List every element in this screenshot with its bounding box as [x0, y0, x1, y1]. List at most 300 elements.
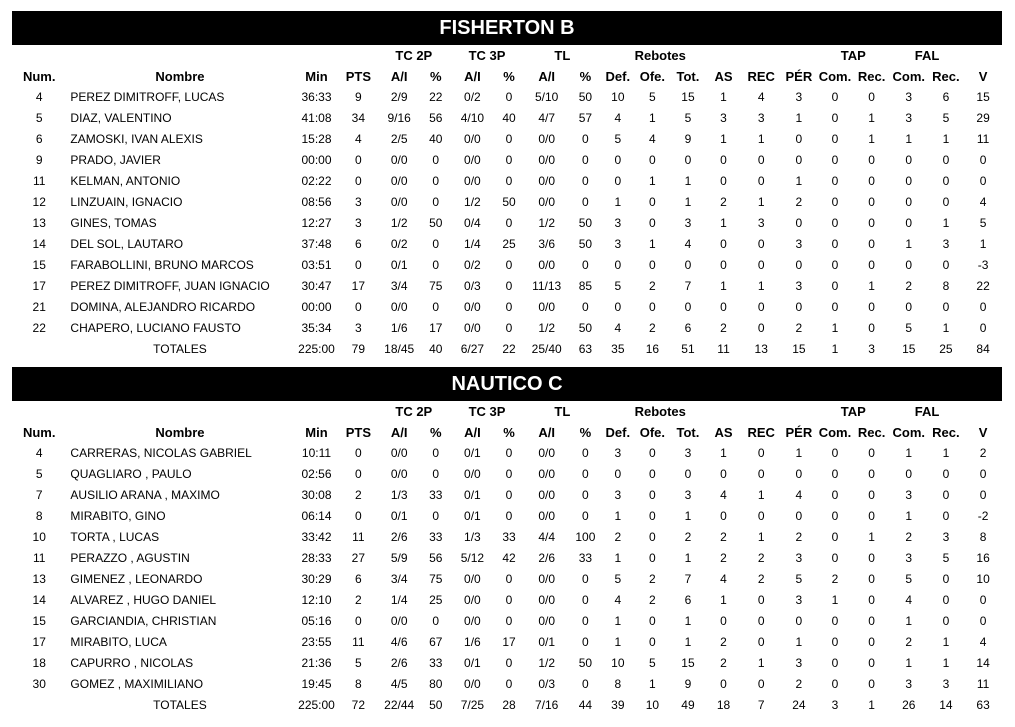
stat-cell: 4 — [614, 111, 622, 125]
stat-cell: 0/1 — [390, 258, 408, 272]
stat-cell: 0 — [582, 488, 589, 502]
stat-cell: 0/0 — [390, 446, 408, 460]
stat-cell: 8 — [942, 279, 950, 293]
stat-cell: 3 — [795, 593, 803, 607]
stat-cell: 2/5 — [390, 132, 408, 146]
stat-cell: 0 — [831, 258, 839, 272]
stat-cell: 0 — [355, 258, 362, 272]
totals-cell: 39 — [611, 698, 625, 712]
stat-cell: 50 — [429, 216, 443, 230]
player-row — [12, 506, 1002, 527]
column-header: Nombre — [155, 69, 205, 84]
stat-cell: 1 — [942, 635, 950, 649]
stat-cell: 0 — [505, 614, 513, 628]
stat-cell: 0 — [505, 174, 513, 188]
stat-cell: 10 — [976, 572, 990, 586]
totals-cell: 25 — [939, 342, 953, 356]
stat-cell: 15 — [681, 90, 695, 104]
stat-cell: 56 — [429, 551, 443, 565]
stat-cell: 3/6 — [538, 237, 556, 251]
stat-cell: 3 — [720, 111, 727, 125]
column-header: % — [579, 425, 592, 440]
stat-cell: 4 — [614, 321, 622, 335]
stat-cell: 0 — [757, 593, 765, 607]
stat-cell: 10 — [611, 656, 625, 670]
stat-cell: 3 — [614, 216, 622, 230]
column-header: A/I — [390, 69, 408, 84]
stat-cell: 1/2 — [538, 656, 556, 670]
totals-cell — [12, 339, 66, 360]
stat-cell: 0/2 — [464, 90, 481, 104]
stat-cell: 0 — [757, 237, 765, 251]
stat-cell: 33 — [502, 530, 516, 544]
totals-cell: 6/27 — [460, 342, 485, 356]
stat-cell: 1 — [649, 237, 656, 251]
stat-cell: 2 — [649, 279, 656, 293]
player-row — [12, 171, 1002, 192]
stat-cell: 1 — [720, 446, 727, 460]
stat-cell: 0 — [831, 132, 839, 146]
stat-cell: 0 — [868, 488, 875, 502]
stat-cell: 5 — [905, 321, 913, 335]
stat-cell: 0 — [868, 593, 875, 607]
stat-cell: 1 — [979, 237, 987, 251]
stat-cell: 0/0 — [390, 467, 408, 481]
stat-cell: 4 — [757, 90, 765, 104]
stat-cell: 0 — [795, 258, 803, 272]
stat-cell: 9 — [35, 153, 43, 167]
stat-cell: 4 — [979, 635, 987, 649]
stat-cell: 2 — [720, 321, 727, 335]
stat-cell: 1 — [942, 321, 950, 335]
stat-cell: 1/4 — [464, 237, 481, 251]
stat-cell: 2 — [831, 572, 839, 586]
stat-cell: 0 — [795, 153, 803, 167]
stat-cell: 100 — [575, 530, 596, 544]
stat-cell: 0/2 — [464, 258, 481, 272]
column-header: A/I — [464, 425, 481, 440]
stat-cell: 5 — [905, 572, 913, 586]
column-header: Def. — [605, 69, 631, 84]
stat-cell: 11/13 — [532, 279, 562, 293]
player-row — [12, 590, 1002, 611]
stat-cell: 15:28 — [301, 132, 332, 146]
stat-cell: 0 — [757, 321, 765, 335]
stat-cell: 02:22 — [301, 174, 332, 188]
stat-cell: 0 — [942, 174, 950, 188]
stat-cell: 7 — [684, 279, 692, 293]
stat-cell: 1/6 — [464, 635, 481, 649]
stat-cell: 0/0 — [538, 258, 556, 272]
group-header-cell — [66, 401, 293, 422]
column-header: PÉR — [785, 69, 813, 84]
column-header: Rec. — [932, 425, 960, 440]
stat-cell: 5 — [942, 551, 950, 565]
stat-cell: 6 — [35, 132, 43, 146]
stat-cell: 0 — [757, 153, 765, 167]
totals-cell: 7/16 — [534, 698, 559, 712]
stat-cell: 0 — [684, 300, 692, 314]
stat-cell: 18 — [32, 656, 46, 670]
stat-cell: 0 — [614, 300, 622, 314]
stat-cell: 0 — [355, 446, 362, 460]
stat-cell: 0 — [684, 153, 692, 167]
totals-cell: 16 — [645, 342, 660, 356]
stat-cell: 0/0 — [464, 300, 481, 314]
stat-cell: 1 — [905, 446, 913, 460]
stat-cell: 6 — [942, 90, 950, 104]
stat-cell: 1 — [684, 195, 692, 209]
column-header: Tot. — [676, 425, 700, 440]
stat-cell: 36:33 — [301, 90, 332, 104]
stat-cell: 33 — [429, 530, 443, 544]
stat-cell: 1 — [720, 279, 727, 293]
stat-cell: 9/16 — [387, 111, 411, 125]
column-header: Ofe. — [639, 69, 666, 84]
stat-cell: 0 — [795, 614, 803, 628]
stat-cell: 5 — [614, 572, 622, 586]
stat-cell: 0 — [649, 153, 656, 167]
totals-cell: 15 — [902, 342, 916, 356]
stat-cell: 40 — [502, 111, 516, 125]
stat-cell: 80 — [429, 677, 443, 691]
stat-cell: 2 — [649, 593, 656, 607]
stat-cell: 3/4 — [390, 572, 408, 586]
stat-cell: 3 — [905, 90, 913, 104]
stat-cell: 0 — [979, 300, 987, 314]
player-name: PEREZ DIMITROFF, LUCAS — [70, 90, 225, 104]
stat-cell: 1 — [684, 551, 692, 565]
stat-cell: 8 — [614, 677, 622, 691]
column-header: V — [978, 69, 988, 84]
stat-cell: 0 — [868, 195, 875, 209]
stat-cell: 50 — [578, 321, 593, 335]
stat-cell: 0 — [831, 237, 839, 251]
player-row — [12, 234, 1002, 255]
stat-cell: 0 — [905, 300, 913, 314]
player-name: FARABOLLINI, BRUNO MARCOS — [70, 258, 254, 272]
stat-cell: 1 — [942, 656, 950, 670]
player-name: PEREZ DIMITROFF, JUAN IGNACIO — [70, 279, 270, 293]
stat-cell: 56 — [429, 111, 443, 125]
player-name: ZAMOSKI, IVAN ALEXIS — [70, 132, 203, 146]
column-header: % — [429, 69, 442, 84]
stat-cell: 0 — [505, 279, 513, 293]
stat-cell: 0/0 — [538, 153, 556, 167]
stat-cell: 0 — [905, 258, 913, 272]
stat-cell: 9 — [684, 132, 692, 146]
stat-cell: 5 — [649, 656, 656, 670]
stat-cell: 50 — [578, 656, 593, 670]
stat-cell: 1/6 — [390, 321, 408, 335]
stat-cell: 0 — [942, 195, 950, 209]
player-name: MIRABITO, GINO — [70, 509, 166, 523]
stat-cell: 0 — [649, 530, 656, 544]
stat-cell: 0 — [757, 174, 765, 188]
totals-cell: 84 — [976, 342, 990, 356]
stat-cell: 3 — [684, 446, 692, 460]
stat-cell: 2/6 — [390, 656, 408, 670]
group-header-cell: Rebotes — [634, 404, 686, 419]
stat-cell: 0 — [831, 195, 839, 209]
column-header: Rec. — [932, 69, 960, 84]
column-header: Com. — [818, 425, 852, 440]
stat-cell: 0 — [831, 677, 839, 691]
player-name: PERAZZO , AGUSTIN — [70, 551, 190, 565]
group-header-cell — [293, 45, 339, 66]
stat-cell: 0 — [649, 614, 656, 628]
team-title: NAUTICO C — [12, 367, 1002, 401]
stat-cell: 0 — [868, 614, 875, 628]
stat-cell: 3 — [684, 488, 692, 502]
totals-cell: 22/44 — [384, 698, 415, 712]
stat-cell: 2 — [355, 593, 362, 607]
stat-cell: 17 — [429, 321, 443, 335]
group-header-cell: TL — [554, 48, 571, 63]
stat-cell: 1 — [649, 111, 656, 125]
totals-cell: 18 — [716, 698, 731, 712]
stat-cell: 10:11 — [301, 446, 332, 460]
group-header-cell: TC 3P — [468, 404, 506, 419]
stat-cell: 0 — [757, 467, 765, 481]
stat-cell: 5 — [684, 111, 692, 125]
stat-cell: 0 — [868, 300, 875, 314]
stat-cell: 4/10 — [460, 111, 485, 125]
stat-cell: 50 — [578, 237, 593, 251]
stat-cell: 06:14 — [301, 509, 332, 523]
stat-cell: 7 — [35, 488, 43, 502]
stat-cell: 30 — [32, 677, 46, 691]
stat-cell: 11 — [352, 635, 365, 649]
totals-label: TOTALES — [153, 342, 207, 356]
group-header-cell — [781, 45, 817, 66]
stat-cell: 0/0 — [390, 153, 408, 167]
stat-cell: 1 — [905, 237, 913, 251]
stat-cell: 6 — [684, 593, 692, 607]
group-header-cell: FAL — [914, 48, 940, 63]
stat-cell: 5 — [795, 572, 803, 586]
stat-cell: 1 — [795, 635, 803, 649]
stat-cell: 1/4 — [390, 593, 408, 607]
stat-cell: 0 — [757, 258, 765, 272]
stat-cell: 1/2 — [538, 321, 556, 335]
stat-cell: 0 — [831, 614, 839, 628]
stat-cell: 0 — [649, 258, 656, 272]
totals-cell: 10 — [645, 698, 660, 712]
stat-cell: 0/0 — [538, 446, 556, 460]
stat-cell: 9 — [684, 677, 692, 691]
stat-cell: 0 — [979, 614, 987, 628]
stat-cell: 0/0 — [538, 488, 556, 502]
group-header-cell: TL — [554, 404, 571, 419]
stat-cell: 0/0 — [538, 174, 556, 188]
stat-cell: 2 — [355, 488, 362, 502]
stat-cell: 0 — [905, 174, 913, 188]
stat-cell: 34 — [351, 111, 366, 125]
stat-cell: 2 — [905, 635, 913, 649]
player-name: GARCIANDIA, CHRISTIAN — [70, 614, 217, 628]
stat-cell: 5 — [35, 111, 43, 125]
stat-cell: 1 — [720, 216, 727, 230]
stat-cell: 0 — [831, 174, 839, 188]
column-header: AS — [714, 69, 733, 84]
stat-cell: 0 — [505, 467, 513, 481]
group-header-cell — [12, 45, 66, 66]
stat-cell: 2 — [979, 446, 987, 460]
stat-cell: 0 — [505, 90, 513, 104]
stat-cell: 5 — [355, 656, 362, 670]
column-header: Num. — [22, 425, 56, 440]
stat-cell: 2/6 — [390, 530, 408, 544]
column-header: PTS — [345, 425, 371, 440]
stat-cell: 2 — [649, 572, 656, 586]
totals-cell: 7 — [757, 698, 765, 712]
column-header: Com. — [892, 425, 925, 440]
stat-cell: 0 — [649, 446, 656, 460]
stat-cell: 00:00 — [301, 153, 332, 167]
stat-cell: 0/0 — [538, 593, 556, 607]
stat-cell: 22 — [976, 279, 990, 293]
stat-cell: 2 — [720, 195, 727, 209]
stat-cell: 1 — [614, 195, 622, 209]
column-header: A/I — [538, 69, 555, 84]
stat-cell: 0 — [649, 509, 656, 523]
stat-cell: 0 — [505, 446, 513, 460]
stat-cell: 0 — [831, 551, 839, 565]
group-header-cell — [340, 401, 378, 422]
stat-cell: 0 — [942, 153, 950, 167]
stat-cell: 33 — [429, 656, 443, 670]
player-name: CAPURRO , NICOLAS — [70, 656, 194, 670]
group-header-cell — [12, 401, 66, 422]
stat-cell: 0 — [868, 216, 875, 230]
stat-cell: 2 — [757, 551, 765, 565]
totals-cell: 1 — [831, 342, 839, 356]
player-row — [12, 150, 1002, 171]
stat-cell: 0 — [505, 258, 513, 272]
stat-cell: 1/3 — [464, 530, 481, 544]
stat-cell: 1 — [905, 656, 913, 670]
stat-cell: 75 — [429, 279, 443, 293]
stat-cell: 1 — [905, 614, 913, 628]
stat-cell: 1 — [684, 614, 692, 628]
stat-cell: 0 — [432, 300, 440, 314]
stat-cell: 0 — [582, 446, 589, 460]
totals-cell: 14 — [939, 698, 953, 712]
group-header-cell — [66, 45, 293, 66]
stat-cell: 3 — [905, 488, 913, 502]
stats-table — [12, 401, 1002, 716]
stat-cell: 0/1 — [464, 509, 481, 523]
player-row — [12, 129, 1002, 150]
stat-cell: 1 — [684, 174, 692, 188]
totals-cell: 22 — [502, 342, 516, 356]
stat-cell: 9 — [355, 90, 362, 104]
stat-cell: 1 — [757, 132, 765, 146]
group-header-cell: FAL — [914, 404, 940, 419]
stat-cell: 0 — [795, 132, 803, 146]
stat-cell: 1 — [868, 111, 875, 125]
stat-cell: 0/0 — [464, 467, 481, 481]
player-row — [12, 213, 1002, 234]
stat-cell: 0/0 — [538, 195, 556, 209]
stat-cell: 33 — [578, 551, 593, 565]
player-row — [12, 548, 1002, 569]
column-header: PÉR — [785, 425, 813, 440]
group-header-cell — [964, 401, 1002, 422]
stat-cell: 0/3 — [464, 279, 481, 293]
stat-cell: 50 — [578, 90, 593, 104]
stat-cell: 11 — [32, 174, 46, 188]
stat-cell: 40 — [429, 132, 443, 146]
stat-cell: 4 — [979, 195, 987, 209]
stat-cell: 57 — [578, 111, 593, 125]
stat-cell: 0 — [795, 467, 803, 481]
player-row — [12, 87, 1002, 108]
stat-cell: 19:45 — [301, 677, 332, 691]
stat-cell: 15 — [976, 90, 990, 104]
stat-cell: 1 — [868, 279, 875, 293]
stat-cell: 0/0 — [538, 132, 556, 146]
stat-cell: 50 — [502, 195, 516, 209]
stat-cell: 4/6 — [390, 635, 408, 649]
stat-cell: 10 — [32, 530, 46, 544]
stat-cell: 2 — [795, 530, 803, 544]
stat-cell: 21 — [32, 300, 46, 314]
stat-cell: 0/1 — [464, 656, 481, 670]
stat-cell: 37:48 — [301, 237, 332, 251]
stat-cell: 12 — [32, 195, 46, 209]
stat-cell: 7 — [684, 572, 692, 586]
column-header: Min — [305, 69, 328, 84]
player-row — [12, 443, 1002, 464]
stat-cell: 1/2 — [538, 216, 556, 230]
stat-cell: 3 — [355, 195, 362, 209]
stat-cell: 0/0 — [538, 509, 556, 523]
stat-cell: 1/2 — [464, 195, 481, 209]
stat-cell: 03:51 — [301, 258, 332, 272]
totals-cell: 79 — [351, 342, 366, 356]
stat-cell: 0 — [505, 677, 513, 691]
stat-cell: 0 — [905, 216, 913, 230]
stat-cell: 17 — [351, 279, 366, 293]
stat-cell: 1 — [614, 635, 622, 649]
stat-cell: 1 — [831, 593, 839, 607]
stat-cell: 27 — [351, 551, 366, 565]
totals-cell: 49 — [681, 698, 695, 712]
stat-cell: 2 — [720, 530, 727, 544]
stat-cell: 3 — [355, 321, 362, 335]
stat-cell: 50 — [578, 216, 593, 230]
stat-cell: 0 — [905, 153, 913, 167]
stat-cell: 0/1 — [390, 509, 408, 523]
stat-cell: 2/9 — [390, 90, 408, 104]
stat-cell: 2 — [614, 530, 622, 544]
stat-cell: 0 — [614, 467, 622, 481]
player-row — [12, 276, 1002, 297]
stat-cell: 13 — [32, 572, 46, 586]
stat-cell: 0/0 — [464, 132, 481, 146]
stat-cell: 3 — [757, 216, 765, 230]
stat-cell: 0/0 — [464, 572, 481, 586]
player-name: DEL SOL, LAUTARO — [70, 237, 184, 251]
stat-cell: 1 — [649, 677, 656, 691]
stat-cell: 4 — [614, 593, 622, 607]
stat-cell: 0 — [684, 467, 692, 481]
stat-cell: 0/1 — [464, 488, 481, 502]
column-header: Rec. — [857, 425, 886, 440]
column-header: Nombre — [155, 425, 205, 440]
